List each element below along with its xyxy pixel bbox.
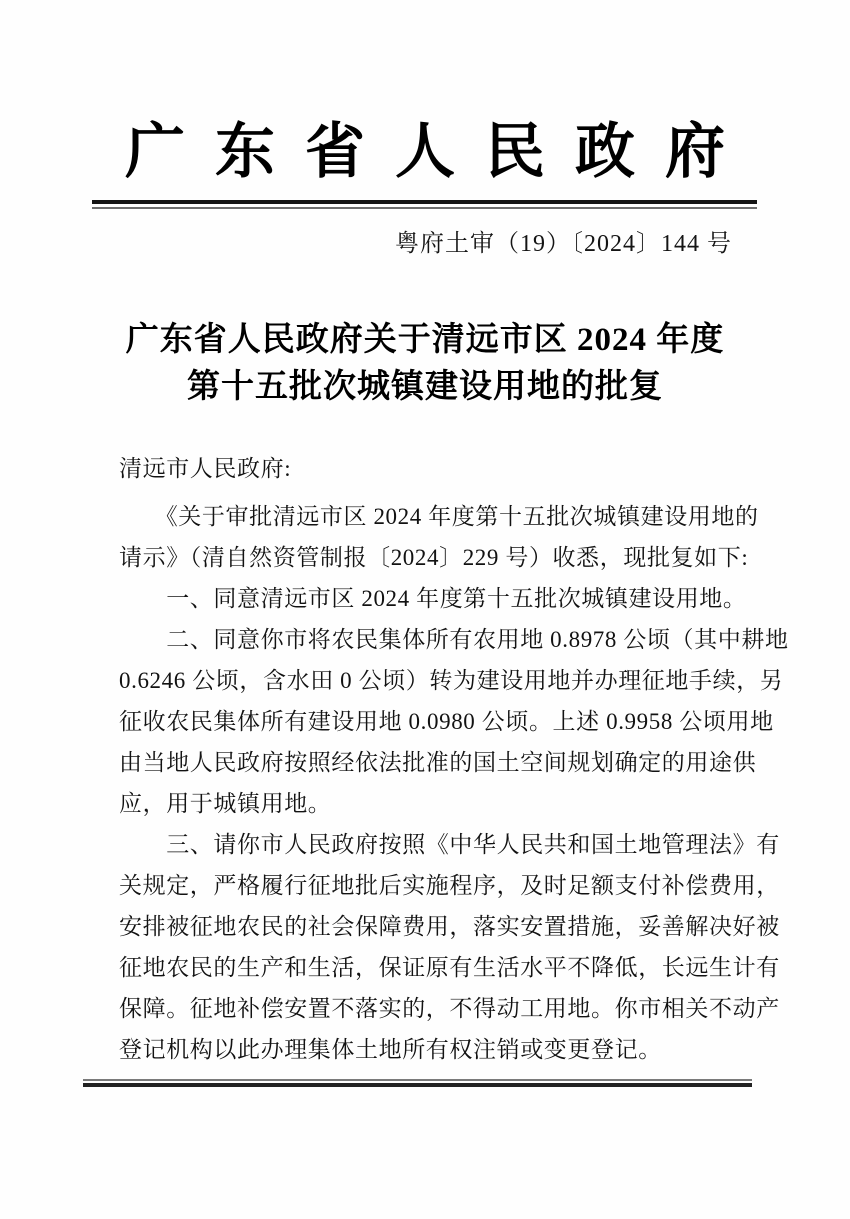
body-line: 保障。征地补偿安置不落实的，不得动工用地。你市相关不动产 [119,996,780,1021]
body-line: 关规定，严格履行征地批后实施程序，及时足额支付补偿费用， [119,873,780,898]
letterhead-divider-thin [92,207,757,209]
footer-divider-thick [83,1083,752,1087]
letterhead-divider-thick [92,200,757,204]
body-line: 0.6246 公顷，含水田 0 公顷）转为建设用地并办理征地手续，另 [119,668,784,693]
body-line: 安排被征地农民的社会保障费用，落实安置措施，妥善解决好被 [119,914,780,939]
body-line: 征收农民集体所有建设用地 0.0980 公顷。上述 0.9958 公顷用地 [119,709,774,734]
body-line: 应，用于城镇用地。 [119,791,332,816]
document-body [119,496,789,1070]
footer-divider-thin [83,1079,752,1081]
body-line: 一、同意清远市区 2024 年度第十五批次城镇建设用地。 [119,586,747,611]
body-line: 征地农民的生产和生活，保证原有生活水平不降低，长远生计有 [119,955,780,980]
document-reference-number: 粤府土审（19）〔2024〕144 号 [395,231,732,257]
letterhead-org-name: 广东省人民政府 [125,119,755,185]
body-line: 三、请你市人民政府按照《中华人民共和国土地管理法》有 [119,832,780,857]
document-title-line1: 广东省人民政府关于清远市区 2024 年度 [125,322,725,358]
body-line: 《关于审批清远市区 2024 年度第十五批次城镇建设用地的 [119,504,759,529]
document-title [0,317,850,411]
body-line: 请示》（清自然资管制报〔2024〕229 号）收悉，现批复如下: [119,545,749,570]
document-title-line2: 第十五批次城镇建设用地的批复 [187,369,663,405]
salutation: 清远市人民政府: [119,456,292,481]
body-line: 由当地人民政府按照经依法批准的国土空间规划确定的用途供 [119,750,757,775]
body-line: 二、同意你市将农民集体所有农用地 0.8978 公顷（其中耕地 [119,627,789,652]
body-line: 登记机构以此办理集体土地所有权注销或变更登记。 [119,1037,662,1062]
